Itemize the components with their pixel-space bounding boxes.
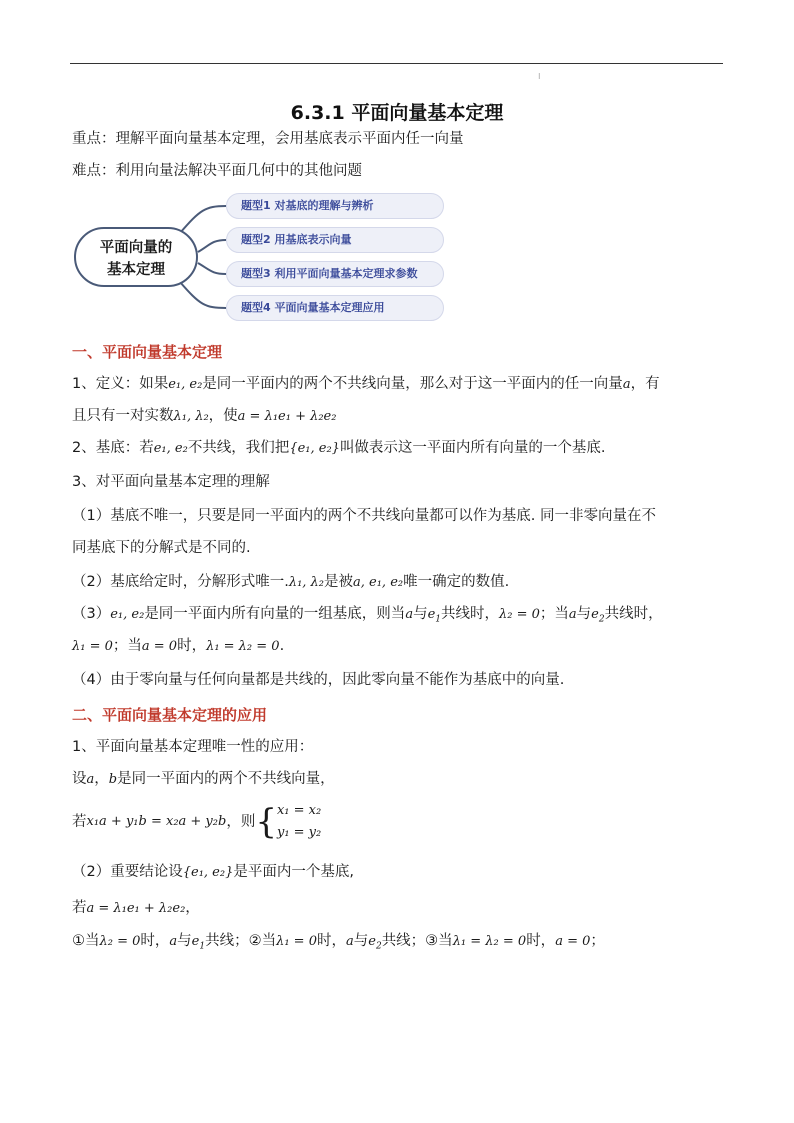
text: ，则 — [226, 814, 256, 830]
basis-line — [72, 438, 606, 459]
mindmap-branch-1: 题型1 对基底的理解与辨析 — [226, 193, 444, 219]
math-decomposition: a = λ₁e₁ + λ₂e₂ — [86, 901, 186, 916]
mindmap-center — [74, 227, 198, 287]
math-b: b — [108, 772, 118, 787]
math-e1 — [191, 934, 206, 952]
text: （2）重要结论设 — [72, 864, 183, 880]
math-a: a — [622, 377, 631, 392]
text: 时， — [177, 638, 207, 654]
math-lambda1-zero: λ₁ = 0 — [72, 639, 113, 654]
text: 是平面内一个基底, — [233, 864, 354, 880]
text: 共线；③当 — [381, 933, 453, 949]
math-e1 — [427, 607, 442, 625]
text: 设 — [72, 771, 87, 787]
uniqueness-heading: 1、平面向量基本定理唯一性的应用： — [72, 739, 314, 755]
point1-line2: 同基底下的分解式是不同的. — [72, 540, 251, 556]
math-e1e2: e₁, e₂ — [168, 377, 203, 392]
math-a-e1-e2: a, e₁, e₂ — [353, 575, 404, 590]
text: （2）基底给定时，分解形式唯一. — [72, 574, 289, 590]
text: 是被 — [324, 574, 354, 590]
symbol: e — [427, 607, 436, 622]
mindmap-center-line2: 基本定理 — [107, 262, 165, 278]
math-a: a — [568, 607, 577, 622]
text: （3） — [72, 606, 111, 622]
math-e2 — [591, 607, 605, 625]
subscript: 1 — [199, 941, 206, 952]
math-lambda2-zero: λ₂ = 0 — [499, 607, 540, 622]
mindmap-connectors — [0, 0, 794, 340]
text: ； — [590, 933, 605, 949]
text: 与 — [576, 606, 592, 622]
text: 时， — [526, 933, 556, 949]
text: 不共线，我们把 — [187, 440, 290, 456]
math-e1e2: e₁, e₂ — [110, 607, 145, 622]
math-a: a — [86, 772, 95, 787]
header-marker: ⁝ — [538, 72, 541, 81]
page-title: 6.3.1 平面向量基本定理 — [290, 102, 504, 124]
math-lambda-both-zero: λ₁ = λ₂ = 0 — [206, 639, 280, 654]
text: ， — [185, 900, 200, 916]
text: ， — [94, 771, 109, 787]
section2-heading: 二、平面向量基本定理的应用 — [72, 706, 268, 724]
text: 是同一平面内的两个不共线向量，那么对于这一平面内的任一向量 — [202, 376, 623, 392]
point2 — [72, 572, 509, 593]
math-lambda2-zero: λ₂ = 0 — [99, 934, 141, 949]
text: ；当 — [539, 606, 569, 622]
math-basis-set: {e₁, e₂} — [182, 865, 234, 880]
text: 时， — [316, 933, 346, 949]
definition-line1 — [72, 374, 660, 395]
math-a: a — [345, 934, 354, 949]
mindmap-branch-3: 题型3 利用平面向量基本定理求参数 — [226, 261, 444, 287]
uniqueness-equation — [72, 800, 321, 844]
text: 若 — [72, 814, 87, 830]
subscript: 2 — [598, 614, 605, 625]
uniqueness-setup — [72, 769, 335, 790]
system-eq2: y₁ = y₂ — [276, 825, 322, 840]
difficulty: 难点：利用向量法解决平面几何中的其他问题 — [72, 163, 362, 179]
mindmap-branch-2: 题型2 用基底表示向量 — [226, 227, 444, 253]
text: ，有 — [630, 376, 660, 392]
mindmap-branch-4: 题型4 平面向量基本定理应用 — [226, 295, 444, 321]
symbol: e — [591, 607, 599, 622]
text: 是同一平面内的两个不共线向量， — [117, 771, 335, 787]
point4: （4）由于零向量与任何向量都是共线的，因此零向量不能作为基底中的向量. — [72, 672, 565, 688]
point1-line1: （1）基底不唯一，只要是同一平面内的两个不共线向量都可以作为基底. 同一非零向量在不 — [72, 508, 656, 524]
text: 2、基底：若 — [72, 440, 154, 456]
section1-heading: 一、平面向量基本定理 — [72, 343, 223, 361]
symbol: e — [368, 934, 376, 949]
math-lambda: λ₁, λ₂ — [173, 409, 209, 424]
math-a-zero: a = 0 — [555, 934, 591, 949]
text: ，使 — [208, 408, 238, 424]
text: ；当 — [112, 638, 142, 654]
key-point: 重点：理解平面向量基本定理，会用基底表示平面内任一向量 — [72, 131, 464, 147]
math-e2 — [368, 934, 382, 952]
subscript: 2 — [375, 941, 382, 952]
conclusion-cases — [72, 931, 605, 957]
conclusion-decomposition — [72, 898, 200, 919]
math-lambda: λ₁, λ₂ — [288, 575, 325, 590]
system-brace: { — [255, 802, 277, 842]
text: 唯一确定的数值. — [403, 574, 510, 590]
text: 1、定义：如果 — [72, 376, 169, 392]
text: 时， — [140, 933, 170, 949]
text: 是同一平面内所有向量的一组基底，则当 — [144, 606, 406, 622]
math-basis-set: {e₁, e₂} — [289, 441, 340, 456]
point3-line1 — [72, 604, 663, 630]
text: 共线；②当 — [205, 933, 277, 949]
text: . — [279, 638, 285, 654]
text: 若 — [72, 900, 87, 916]
math-lambda-both-zero: λ₁ = λ₂ = 0 — [452, 934, 527, 949]
text: 叫做表示这一平面内所有向量的一个基底. — [339, 440, 606, 456]
text: 共线时， — [441, 606, 500, 622]
subscript: 1 — [435, 614, 442, 625]
text: ①当 — [72, 933, 100, 949]
understand-heading: 3、对平面向量基本定理的理解 — [72, 474, 270, 490]
text: 与 — [413, 606, 428, 622]
math-xy-equation: x₁a + y₁b = x₂a + y₂b — [86, 814, 227, 829]
text: 共线时， — [604, 606, 663, 622]
definition-line2 — [72, 406, 336, 427]
math-a-zero: a = 0 — [141, 639, 178, 654]
math-lambda1-zero: λ₁ = 0 — [276, 934, 317, 949]
symbol: e — [191, 934, 200, 949]
point3-line2 — [72, 636, 284, 657]
math-a: a — [405, 607, 414, 622]
text: 且只有一对实数 — [72, 408, 174, 424]
math-e1e2: e₁, e₂ — [153, 441, 188, 456]
text: 与 — [353, 933, 369, 949]
math-a: a — [169, 934, 178, 949]
equation-system — [277, 800, 321, 844]
mindmap-center-line1: 平面向量的 — [99, 240, 173, 256]
system-eq1: x₁ = x₂ — [276, 803, 322, 818]
conclusion-setup — [72, 862, 354, 883]
text: 与 — [177, 933, 192, 949]
math-decomposition: a = λ₁e₁ + λ₂e₂ — [237, 409, 337, 424]
